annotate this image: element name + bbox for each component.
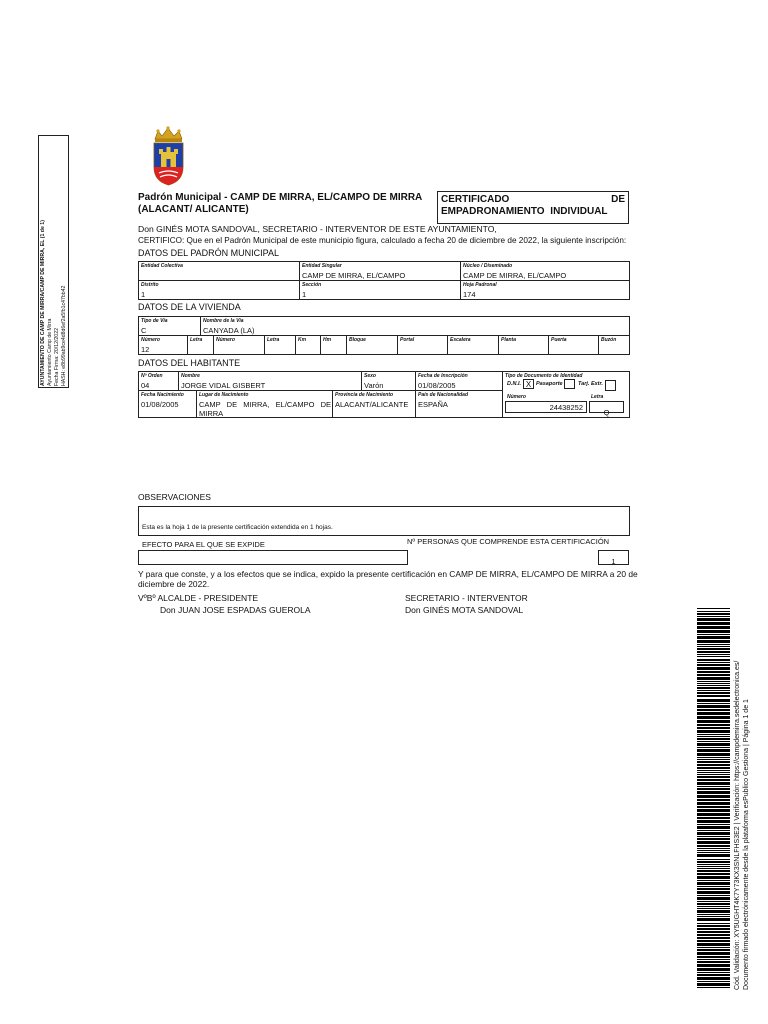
closing-line1: Y para que conste, y a los efectos que se indica, expido la presente certificación en CAMP DE MIRRA, EL/CAMPO DE MIRRA a 20 de (138, 569, 638, 579)
barcode-bar (697, 764, 730, 766)
distrito-label: Distrito (141, 282, 159, 288)
side-stamp-line2: Ayuntamiento Camp de Mirra (47, 318, 53, 386)
dni-label: D.N.I. (507, 381, 522, 387)
doc-numero-box (505, 401, 587, 413)
barcode-bar (697, 791, 730, 794)
hm-label: Hm (323, 337, 332, 343)
barcode-bar (697, 761, 730, 763)
barcode-bar (697, 747, 730, 748)
barcode-bar (697, 852, 730, 853)
entidad-singular-value: CAMP DE MIRRA, EL/CAMPO (302, 271, 406, 280)
barcode-bar (697, 888, 730, 890)
barcode-bar (697, 640, 730, 643)
barcode-bar (697, 956, 730, 958)
orden-label: Nº Orden (141, 373, 163, 379)
barcode-bar (697, 832, 730, 835)
barcode-bar (697, 972, 730, 973)
barcode-bar (697, 974, 730, 976)
barcode-bar (697, 981, 730, 982)
barcode-bar (697, 782, 730, 785)
barcode-bar (697, 961, 730, 963)
hoja-label: Hoja Padronal (463, 282, 497, 288)
barcode-bar (697, 724, 730, 726)
barcode-bar (697, 779, 730, 781)
barcode-bar (697, 826, 730, 829)
barcode-bar (697, 683, 730, 684)
barcode-bar (697, 824, 730, 825)
doc-numero-label: Número (507, 394, 526, 400)
barcode-bar (697, 709, 730, 711)
barcode-bar (697, 626, 730, 629)
verification-line1: Cód. Validación: XY5UGHT4K7Y73KX3SNLFHS3E2 | Verificación: https://campdemirra.sedelectronica.es/ (734, 660, 741, 990)
barcode-bar (697, 802, 730, 805)
nucleo-value: CAMP DE MIRRA, EL/CAMPO (463, 271, 567, 280)
barcode-bar (697, 870, 730, 872)
barcode-bar (697, 646, 730, 647)
barcode-bar (697, 630, 730, 633)
puerta-label: Puerta (551, 337, 567, 343)
barcode-bar (697, 820, 730, 823)
side-stamp-line3: Fecha Firma: 20/12/2022 (54, 328, 60, 386)
barcode-bar (697, 934, 730, 936)
barcode-bar (697, 759, 730, 760)
barcode-bar (697, 644, 730, 645)
barcode-bar (697, 886, 730, 887)
fecha-nacimiento-value: 01/08/2005 (141, 400, 179, 409)
pasaporte-label: Pasaporte (536, 381, 563, 387)
nombre-value: JORGE VIDAL GISBERT (181, 381, 266, 390)
observaciones-text: Esta es la hoja 1 de la presente certificación extendida en 1 hojas. (142, 524, 333, 531)
km-label: Km (298, 337, 307, 343)
barcode-bar (697, 674, 730, 676)
pais-nacionalidad-label: País de Nacionalidad (418, 392, 469, 398)
barcode-bar (697, 910, 730, 913)
lugar-nacimiento-value-2: MIRRA (199, 409, 224, 418)
barcode-bar (697, 817, 730, 819)
barcode-bar (697, 757, 730, 758)
barcode-bar (697, 703, 730, 704)
pais-nacionalidad-value: ESPAÑA (418, 400, 448, 409)
bloque-label: Bloque (349, 337, 366, 343)
doc-letra-box (589, 401, 624, 417)
habitante-section-title: DATOS DEL HABITANTE (138, 358, 241, 368)
barcode-bar (697, 634, 730, 635)
signature-right-name: Don GINÉS MOTA SANDOVAL (405, 605, 524, 615)
personas-value: 1 (611, 557, 616, 566)
barcode-bar (697, 897, 730, 900)
barcode-bar (697, 772, 730, 773)
tipo-via-label: Tipo de Vía (141, 318, 168, 324)
barcode-bar (697, 727, 730, 729)
barcode-bar (697, 716, 730, 719)
padron-row2-a (138, 280, 300, 300)
barcode-bar (697, 736, 730, 737)
barcode-bar (697, 654, 730, 655)
barcode-bar (697, 687, 730, 689)
numero2-label: Número (216, 337, 235, 343)
barcode-bar (697, 734, 730, 735)
barcode-bar (697, 876, 730, 879)
barcode-bar (697, 914, 730, 915)
barcode-bar (697, 705, 730, 708)
personas-label: Nº PERSONAS QUE COMPRENDE ESTA CERTIFICACIÓN (407, 537, 610, 546)
barcode-bar (697, 774, 730, 775)
side-stamp-line1: AYUNTAMIENTO DE CAMP DE MIRRA/CAMP DE MIRRA, EL (1 de 1) (40, 220, 46, 386)
barcode-bar (697, 916, 730, 917)
fecha-inscripcion-label: Fecha de Inscripción (418, 373, 468, 379)
barcode-bar (697, 809, 730, 812)
barcode-bar (697, 712, 730, 715)
barcode-bar (697, 925, 730, 927)
signature-left-title: VºBº ALCALDE - PRESIDENTE (138, 593, 259, 603)
escalera-label: Escalera (450, 337, 471, 343)
fecha-inscripcion-value: 01/08/2005 (418, 381, 456, 390)
barcode-bar (697, 983, 730, 986)
barcode-bar (697, 671, 730, 673)
barcode-bar (697, 891, 730, 894)
buzon-label: Buzón (601, 337, 617, 343)
barcode-bar (697, 770, 730, 771)
barcode-bar (697, 848, 730, 849)
barcode-bar (697, 928, 730, 930)
side-stamp-frame (38, 135, 69, 388)
tarjeta-extr-checkbox (605, 380, 616, 391)
barcode-bar (697, 662, 730, 663)
personas-field (598, 550, 629, 565)
tipo-documento-label: Tipo de Documento de Identidad (505, 373, 583, 379)
signature-left-name: Don JUAN JOSE ESPADAS GUEROLA (160, 605, 311, 615)
nombre-via-value: CANYADA (LA) (203, 326, 255, 335)
barcode-bar (697, 685, 730, 686)
barcode-bar (697, 964, 730, 967)
barcode-bar (697, 943, 730, 946)
barcode-bar (697, 931, 730, 933)
barcode-bar (697, 987, 730, 988)
barcode-bar (697, 959, 730, 960)
verification-line2: Documento firmado electrónicamente desde la plataforma esPublico Gestiona | Página 1 de 1 (743, 699, 750, 990)
barcode-bar (697, 854, 730, 857)
barcode-icon (697, 608, 730, 990)
barcode-bar (697, 806, 730, 808)
barcode-bar (697, 648, 730, 650)
barcode-bar (697, 836, 730, 837)
barcode-bar (697, 861, 730, 863)
barcode-bar (697, 611, 730, 612)
lugar-nacimiento-value-1: CAMP DE MIRRA, EL/CAMPO DE (199, 400, 331, 409)
barcode-bar (697, 788, 730, 790)
barcode-bar (697, 830, 730, 831)
barcode-bar (697, 947, 730, 948)
doc-letra-value: Q (603, 408, 610, 417)
barcode-bar (697, 749, 730, 752)
barcode-bar (697, 690, 730, 691)
dni-check-mark: X (525, 380, 532, 389)
vivienda-row1-b (200, 316, 630, 336)
sexo-label: Sexo (364, 373, 376, 379)
signature-right-title: SECRETARIO - INTERVENTOR (405, 593, 528, 603)
nucleo-label: Núcleo / Diseminado (463, 263, 513, 269)
barcode-bar (697, 908, 730, 909)
barcode-bar (697, 608, 730, 609)
observaciones-box (138, 506, 630, 536)
barcode-bar (697, 813, 730, 816)
barcode-bar (697, 868, 730, 869)
certificate-title: CERTIFICADO DE EMPADRONAMIENTO INDIVIDUAL (441, 194, 625, 217)
barcode-bar (697, 656, 730, 657)
barcode-bar (697, 845, 730, 847)
provincia-nacimiento-label: Provincia de Nacimiento (335, 392, 394, 398)
barcode-bar (697, 651, 730, 653)
entidad-colectiva-label: Entidad Colectiva (141, 263, 183, 269)
padron-title: Padrón Municipal - CAMP DE MIRRA, EL/CAMPO DE MIRRA (ALACANT/ ALICANTE) (138, 192, 422, 215)
seccion-label: Sección (302, 282, 322, 288)
numero-label: Número (141, 337, 160, 343)
fecha-nacimiento-label: Fecha Nacimiento (141, 392, 184, 398)
verification-text (733, 661, 751, 990)
hoja-value: 174 (463, 290, 476, 299)
barcode-bar (697, 864, 730, 865)
barcode-bar (697, 622, 730, 625)
barcode-bar (697, 850, 730, 851)
barcode-bar (697, 695, 730, 697)
side-stamp-line4: HASH: e8b99ab9ce4d8d6ef2a5fb1c47bb42 (61, 285, 67, 386)
seccion-value: 1 (302, 290, 307, 299)
barcode-bar (697, 743, 730, 746)
observaciones-title: OBSERVACIONES (138, 492, 211, 502)
barcode-bar (697, 616, 730, 617)
padron-section-title: DATOS DEL PADRÓN MUNICIPAL (138, 248, 280, 258)
barcode-bar (697, 618, 730, 621)
nombre-label: Nombre (181, 373, 200, 379)
lugar-nacimiento-label: Lugar de Nacimiento (199, 392, 249, 398)
sexo-value: Varón (364, 381, 384, 390)
barcode-bar (697, 699, 730, 702)
barcode-bar (697, 799, 730, 801)
barcode-bar (697, 795, 730, 798)
barcode-bar (697, 767, 730, 769)
barcode-bar (697, 730, 730, 733)
barcode-bar (697, 738, 730, 740)
barcode-bar (697, 903, 730, 905)
certificate-title-box (437, 191, 629, 224)
intro-line2: CERTIFICO: Que en el Padrón Municipal de este municipio figura, calculado a fecha 20 de diciembre de 2022, la siguiente inscripción: (138, 236, 627, 245)
barcode-bar (697, 841, 730, 844)
barcode-bar (697, 681, 730, 682)
barcode-bar (697, 677, 730, 680)
dni-checkbox (523, 379, 534, 389)
barcode-bar (697, 776, 730, 778)
doc-numero-value: 24438252 (549, 403, 583, 412)
barcode-bar (697, 895, 730, 896)
doc-letra-label: Letra (591, 394, 604, 400)
barcode-bar (697, 636, 730, 639)
nombre-via-label: Nombre de la Vía (203, 318, 244, 324)
barcode-bar (697, 952, 730, 955)
closing-line2: diciembre de 2022. (138, 579, 210, 589)
barcode-bar (697, 873, 730, 875)
portal-label: Portal (400, 337, 415, 343)
distrito-value: 1 (141, 290, 146, 299)
barcode-bar (697, 859, 730, 860)
barcode-bar (697, 667, 730, 670)
barcode-bar (697, 977, 730, 980)
barcode-bar (697, 949, 730, 951)
tarjeta-extr-label: Tarj. Extr. (578, 381, 603, 387)
barcode-bar (697, 664, 730, 666)
barcode-bar (697, 906, 730, 907)
barcode-bar (697, 901, 730, 902)
coat-of-arms-icon (146, 125, 191, 187)
tipo-via-value: C (141, 326, 147, 335)
vivienda-section-title: DATOS DE LA VIVIENDA (138, 302, 241, 312)
padron-row2-b (299, 280, 461, 300)
barcode-bar (697, 880, 730, 881)
barcode-bar (697, 720, 730, 723)
letra2-label: Letra (267, 337, 280, 343)
barcode-bar (697, 918, 730, 921)
barcode-bar (697, 613, 730, 615)
provincia-nacimiento-value: ALACANT/ALICANTE (335, 400, 409, 409)
orden-value: 04 (141, 381, 150, 390)
barcode-bar (697, 692, 730, 694)
barcode-bar (697, 786, 730, 787)
letra-label: Letra (190, 337, 203, 343)
barcode-bar (697, 940, 730, 942)
pasaporte-checkbox (564, 379, 575, 389)
barcode-bar (697, 753, 730, 756)
efecto-label: EFECTO PARA EL QUE SE EXPIDE (142, 540, 265, 549)
barcode-bar (697, 937, 730, 939)
planta-label: Planta (501, 337, 517, 343)
barcode-bar (697, 882, 730, 885)
barcode-bar (697, 866, 730, 867)
numero-value: 12 (141, 345, 150, 354)
barcode-bar (697, 968, 730, 971)
efecto-field (138, 550, 408, 565)
barcode-bar (697, 838, 730, 840)
barcode-bar (697, 741, 730, 742)
intro-line1: Don GINÉS MOTA SANDOVAL, SECRETARIO - INTERVENTOR DE ESTE AYUNTAMIENTO, (138, 224, 497, 234)
entidad-singular-label: Entidad Singular (302, 263, 342, 269)
barcode-bar (697, 659, 730, 661)
barcode-bar (697, 923, 730, 924)
